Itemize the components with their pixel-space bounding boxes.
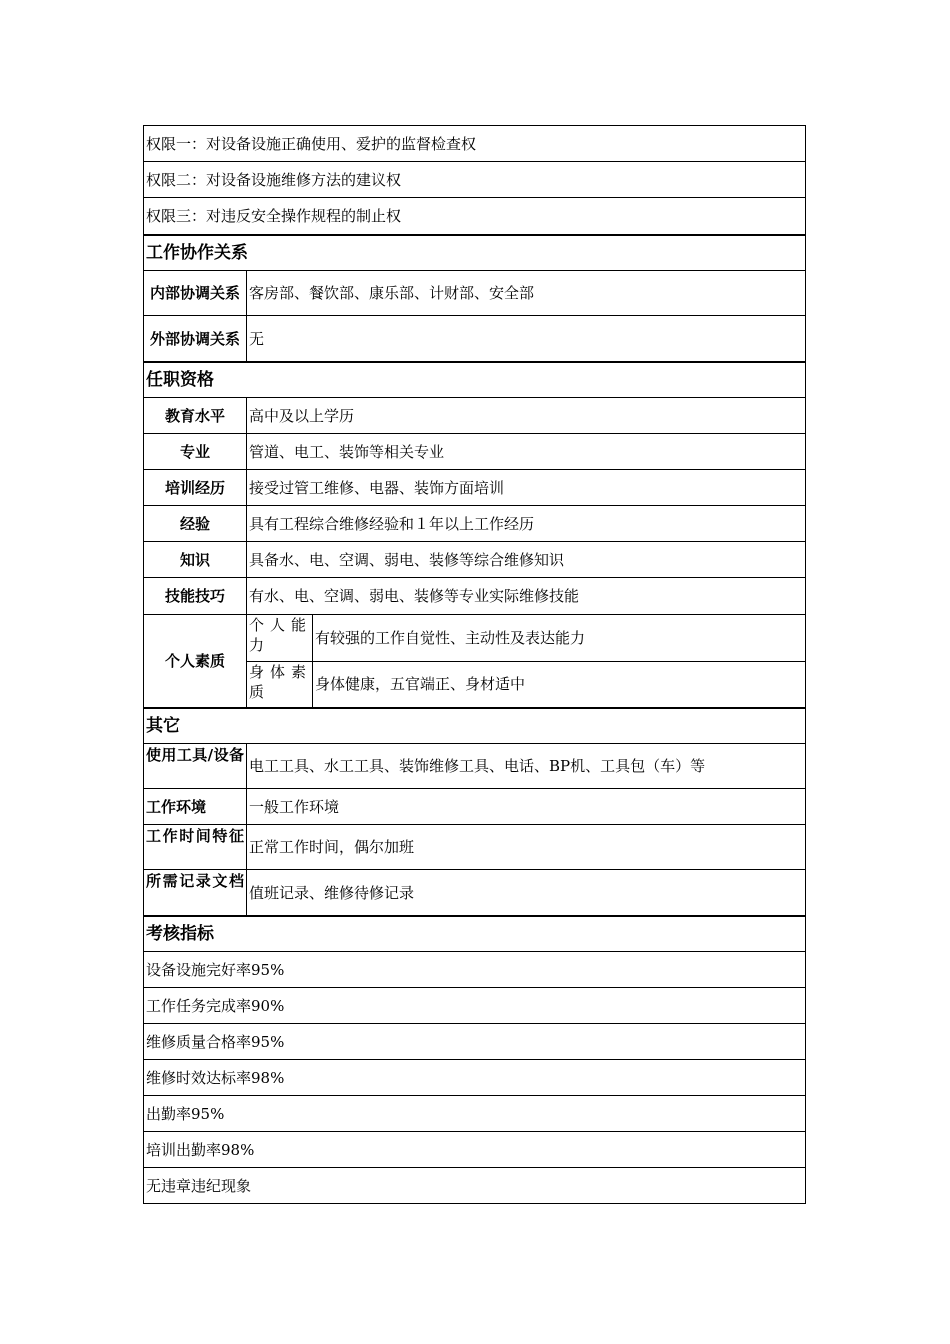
row-value: 高中及以上学历: [249, 406, 355, 425]
other-row: [144, 743, 805, 788]
kpi-row: [144, 951, 805, 987]
authority-text: 权限一：对设备设施正确使用、爱护的监督检查权: [146, 134, 477, 153]
authority-row: [144, 197, 805, 234]
kpi-item: 维修质量合格率95%: [146, 1032, 285, 1051]
coordination-row: [144, 270, 805, 315]
kpi-item: 维修时效达标率98%: [146, 1068, 285, 1087]
kpi-row: [144, 1023, 805, 1059]
row-label: 个人素质: [144, 615, 247, 707]
kpi-item: 设备设施完好率95%: [146, 960, 285, 979]
qualification-row: [144, 541, 805, 577]
kpi-item: 出勤率95%: [146, 1104, 225, 1123]
row-label: 知识: [144, 542, 247, 577]
authority-text: 权限二：对设备设施维修方法的建议权: [146, 170, 402, 189]
row-label: 经验: [144, 506, 247, 541]
kpi-row: [144, 1095, 805, 1131]
qualification-row: [144, 469, 805, 505]
section-header-other: [144, 707, 805, 743]
row-value: 值班记录、维修待修记录: [249, 883, 415, 902]
row-label: 培训经历: [144, 470, 247, 505]
row-value: 具备水、电、空调、弱电、装修等综合维修知识: [249, 550, 565, 569]
qualification-row: [144, 433, 805, 469]
row-label: 所需记录文档: [144, 870, 247, 915]
section-header-coordination: [144, 234, 805, 270]
row-value: 具有工程综合维修经验和１年以上工作经历: [249, 514, 535, 533]
row-value: 客房部、餐饮部、康乐部、计财部、安全部: [249, 284, 535, 302]
row-label: 工作时间特征: [144, 825, 247, 869]
row-value: 管道、电工、装饰等相关专业: [249, 442, 445, 461]
row-value: 有水、电、空调、弱电、装修等专业实际维修技能: [249, 587, 580, 605]
coordination-row: [144, 315, 805, 361]
row-value: 正常工作时间，偶尔加班: [249, 838, 415, 856]
personal-quality-row: [144, 614, 805, 707]
kpi-row: [144, 1059, 805, 1095]
row-value: 无: [249, 329, 265, 348]
job-description-table: [143, 125, 806, 1204]
section-header-kpi: [144, 915, 805, 951]
personal-quality-subtable: [247, 615, 805, 707]
other-row: [144, 869, 805, 915]
row-label: 使用工具/设备: [144, 744, 247, 788]
authority-row: [144, 161, 805, 197]
kpi-item: 无违章违纪现象: [146, 1176, 252, 1195]
sub-label: 个人能力: [247, 615, 313, 661]
section-title: 其它: [146, 716, 180, 736]
row-label: 专业: [144, 434, 247, 469]
section-title: 任职资格: [146, 370, 214, 390]
row-label: 外部协调关系: [144, 316, 247, 361]
sub-value: 身体健康，五官端正、身材适中: [315, 675, 526, 694]
row-value: 接受过管工维修、电器、装饰方面培训: [249, 478, 505, 497]
row-value: 电工工具、水工工具、装饰维修工具、电话、BP机、工具包（车）等: [249, 757, 706, 775]
kpi-row: [144, 1131, 805, 1167]
personal-quality-item: [247, 615, 805, 661]
personal-quality-item: [247, 661, 805, 708]
section-title: 工作协作关系: [146, 243, 248, 263]
row-value: 一般工作环境: [249, 797, 340, 816]
authority-text: 权限三：对违反安全操作规程的制止权: [146, 207, 402, 225]
row-label: 技能技巧: [144, 578, 247, 614]
kpi-row: [144, 987, 805, 1023]
section-title: 考核指标: [146, 924, 214, 944]
kpi-row: [144, 1167, 805, 1203]
qualification-row: [144, 577, 805, 614]
row-label: 工作环境: [144, 789, 247, 824]
kpi-item: 培训出勤率98%: [146, 1140, 255, 1159]
sub-value: 有较强的工作自觉性、主动性及表达能力: [315, 628, 586, 647]
row-label: 教育水平: [144, 398, 247, 433]
other-row: [144, 824, 805, 869]
qualification-row: [144, 397, 805, 433]
section-header-qualifications: [144, 361, 805, 397]
authority-row: [144, 126, 805, 161]
row-label: 内部协调关系: [144, 271, 247, 315]
other-row: [144, 788, 805, 824]
sub-label: 身体素质: [247, 662, 313, 708]
qualification-row: [144, 505, 805, 541]
kpi-item: 工作任务完成率90%: [146, 996, 285, 1015]
